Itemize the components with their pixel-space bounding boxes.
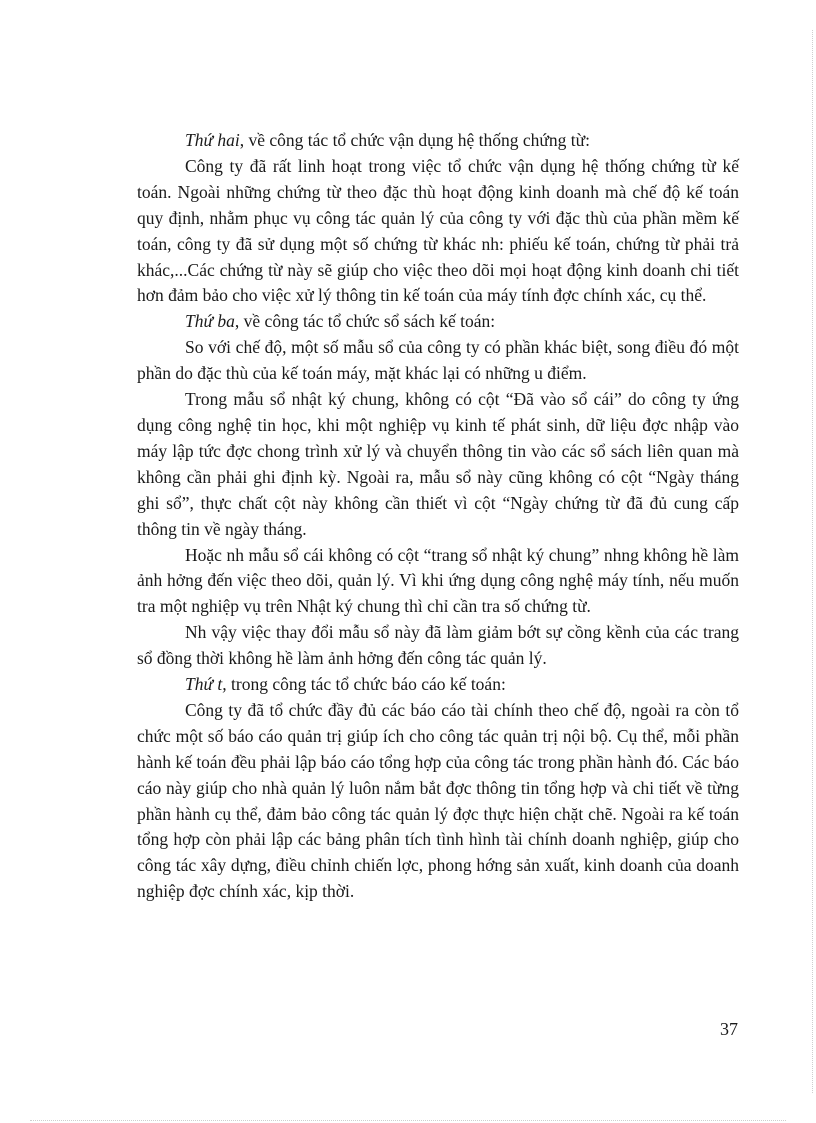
section-heading-second [137, 128, 739, 154]
heading-rest: trong công tác tổ chức báo cáo kế toán: [226, 674, 506, 695]
body-paragraph: So với chế độ, một số mẫu sổ của công ty có phần khác biệt, song điều đó một phần do đặc thù của kế toán máy, mặt khác lại có những u điểm. [137, 337, 739, 384]
heading-lead: Thứ ba [185, 311, 235, 332]
page-body [137, 128, 739, 905]
heading-lead: Thứ t, [185, 674, 227, 695]
body-paragraph: Công ty đã rất linh hoạt trong việc tổ chức vận dụng hệ thống chứng từ kế toán. Ngoài những chứng từ theo đặc thù hoạt động kinh doanh mà chế độ kế toán quy định, nhằm phục vụ công tác quản lý của công ty với đặc thù của phần mềm kế toán, công ty đã sử dụng một số chứng từ khác nh: phiếu kế toán, chứng từ phải trả khác,...Các chứng từ này sẽ giúp cho việc theo dõi mọi hoạt động kinh doanh chi tiết hơn đảm bảo cho việc xử lý thông tin kế toán của máy tính đợc chính xác, cụ thể. [137, 155, 739, 306]
body-paragraph: Nh vậy việc thay đổi mẫu sổ này đã làm giảm bớt sự cồng kềnh của các trang sổ đồng thời không hề làm ảnh hởng đến công tác quản lý. [137, 622, 739, 669]
heading-rest: , về công tác tổ chức vận dụng hệ thống chứng từ: [239, 130, 590, 150]
heading-rest: , về công tác tổ chức sổ sách kế toán: [234, 311, 496, 332]
body-paragraph: Công ty đã tổ chức đầy đủ các báo cáo tài chính theo chế độ, ngoài ra còn tổ chức một số báo cáo quản trị giúp ích cho công tác quản trị nội bộ. Cụ thể, mỗi phần hành kế toán đều phải lập báo cáo tổng hợp của công tác trong phần hành đó. Các báo cáo này giúp cho nhà quản lý luôn nắm bắt đợc thông tin tổng hợp và chi tiết về từng phần hành cụ thể, đảm bảo công tác quản lý đợc thực hiện chặt chẽ. Ngoài ra kế toán tổng hợp còn phải lập các bảng phân tích tình hình tài chính doanh nghiệp, giúp cho công tác xây dựng, điều chỉnh chiến lợc, phong hớng sản xuất, kinh doanh của doanh nghiệp đợc chính xác, kịp thời. [137, 699, 739, 902]
page-border-right [812, 30, 813, 1093]
page-border-bottom [30, 1120, 786, 1121]
heading-lead: Thứ hai [185, 130, 240, 150]
body-paragraph: Trong mẫu sổ nhật ký chung, không có cột “Đã vào sổ cái” do công ty ứng dụng công nghệ tin học, khi một nghiệp vụ kinh tế phát sinh, dữ liệu đợc nhập vào máy lập tức đợc chong trình xử lý và chuyển thông tin vào các sổ sách liên quan mà không cần phải ghi định kỳ. Ngoài ra, mẫu sổ này cũng không có cột “Ngày tháng ghi sổ”, thực chất cột này không cần thiết vì cột “Ngày chứng từ đã đủ cung cấp thông tin về ngày tháng. [137, 389, 739, 539]
section-heading-fourth [137, 672, 739, 698]
page-number: 37 [720, 1019, 738, 1039]
body-paragraph: Hoặc nh mẫu sổ cái không có cột “trang sổ nhật ký chung” nhng không hề làm ảnh hởng đến việc theo dõi, quản lý. Vì khi ứng dụng công nghệ máy tính, nếu muốn tra một nghiệp vụ trên Nhật ký chung thì chỉ cần tra số chứng từ. [137, 544, 739, 617]
section-heading-third [137, 309, 739, 335]
